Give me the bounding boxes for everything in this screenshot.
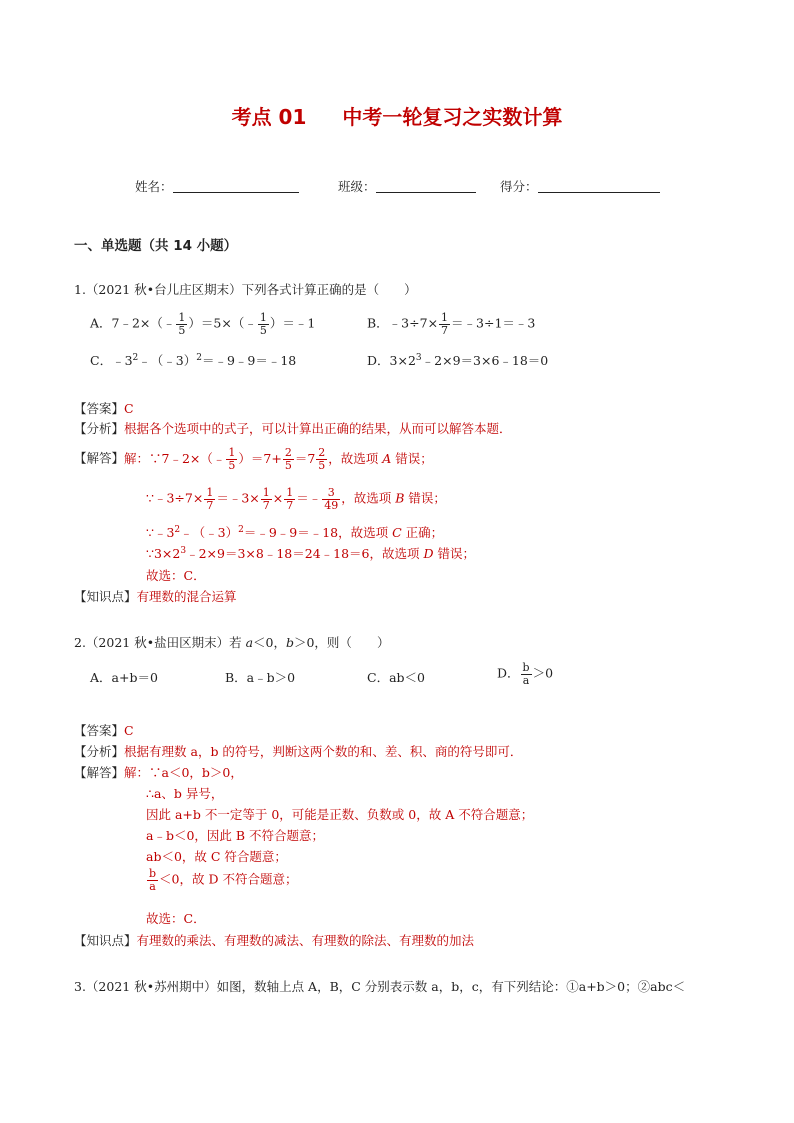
q2-option-b: B．a﹣b＞0 — [225, 670, 296, 685]
q2-option-a: A．a+b＝0 — [90, 670, 158, 685]
class-label: 班级： — [338, 179, 376, 194]
q1-solution-3: $\because﹣3^2﹣(﹣3)^2=﹣9﹣9=﹣18$，故选项 C 正确； — [146, 525, 444, 540]
q2-solution-6: $\frac{b}{a}$ ＜0，故 D 不符合题意； — [149, 867, 298, 893]
q2-solution-7: 故选：C． — [146, 911, 206, 926]
q2-stem: 2.（2021 秋•盐田区期末）若 a＜0，b＞0，则（ ） — [74, 635, 390, 650]
q1-option-c: C．$﹣3^2﹣(﹣3)^2=﹣9﹣9=﹣18$ — [90, 353, 297, 368]
q1-solution-4: $\because 3\times 2^3﹣2\times 9=3\times 8﹣18=24﹣18=6$，故选项 D 错误； — [146, 546, 475, 561]
q1-solution-1: 【解答】解：∵7﹣2×（﹣ $\frac{1}{5}$ ）＝7+ $\frac{2}{5}$ ＝7 $\frac{2}{5}$ ，故选项 A 错误； — [74, 446, 433, 472]
q2-solution-5: ab＜0，故 C 符合题意； — [146, 849, 287, 864]
class-field[interactable] — [338, 177, 476, 195]
q2-solution-1: 【解答】解：∵a＜0，b＞0， — [74, 765, 243, 780]
fraction: $\frac{1}{5}$ — [259, 311, 267, 337]
page-title — [0, 101, 794, 130]
q1-solution-5: 故选：C． — [146, 568, 206, 583]
q2-solution-2: ∴a、b 异号， — [146, 786, 224, 801]
q2-answer: 【答案】C — [74, 723, 134, 738]
section-heading: 一、单选题（共 14 小题） — [74, 238, 238, 254]
q1-option-a: A．7﹣2×（﹣ $\frac{1}{5}$ ）＝5×（﹣ $\frac{1}{5}$ ）＝﹣1 — [90, 311, 316, 337]
q2-option-d: D． $\frac{b}{a}$ ＞0 — [497, 661, 554, 687]
name-blank[interactable] — [173, 179, 299, 193]
score-field[interactable] — [500, 177, 660, 195]
score-blank[interactable] — [538, 179, 660, 193]
q2-option-c: C．ab＜0 — [367, 670, 425, 685]
q1-answer: 【答案】C — [74, 401, 134, 416]
name-label: 姓名： — [135, 179, 173, 194]
score-label: 得分： — [500, 179, 538, 194]
title-text: 中考一轮复习之实数计算 — [342, 105, 563, 129]
class-blank[interactable] — [376, 179, 476, 193]
name-field[interactable] — [135, 177, 299, 195]
fraction: $\frac{1}{5}$ — [178, 311, 186, 337]
q1-option-b: B．﹣3÷7× $\frac{1}{7}$ ＝﹣3÷1＝﹣3 — [367, 311, 536, 337]
q2-analysis: 【分析】根据有理数 a，b 的符号，判断这两个数的和、差、积、商的符号即可． — [74, 744, 523, 759]
q1-option-d: D．$3\times 2^3﹣2\times 9=3\times 6﹣18=0$ — [367, 353, 549, 368]
q2-solution-4: a﹣b＜0，因此 B 不符合题意； — [146, 828, 325, 843]
q3-stem: 3.（2021 秋•苏州期中）如图，数轴上点 A，B，C 分别表示数 a，b，c，有下列结论：①a+b＞0；②abc＜ — [74, 979, 686, 994]
q1-knowledge: 【知识点】有理数的混合运算 — [74, 589, 237, 604]
q1-stem: 1.（2021 秋•台儿庄区期末）下列各式计算正确的是（ ） — [74, 282, 417, 297]
title-code: 考点 01 — [231, 105, 307, 129]
fraction: $\frac{1}{7}$ — [441, 311, 449, 337]
q1-solution-2: ∵﹣3÷7× $\frac{1}{7}$ ＝﹣3× $\frac{1}{7}$ × $\frac{1}{7}$ ＝﹣ $\frac{3}{49}$ ，故选项 B 错误； — [146, 486, 446, 512]
q2-solution-3: 因此 a+b 不一定等于 0，可能是正数、负数或 0，故 A 不符合题意； — [146, 807, 534, 822]
q2-knowledge: 【知识点】有理数的乘法、有理数的减法、有理数的除法、有理数的加法 — [74, 933, 475, 948]
q1-analysis: 【分析】根据各个选项中的式子，可以计算出正确的结果，从而可以解答本题． — [74, 421, 512, 436]
